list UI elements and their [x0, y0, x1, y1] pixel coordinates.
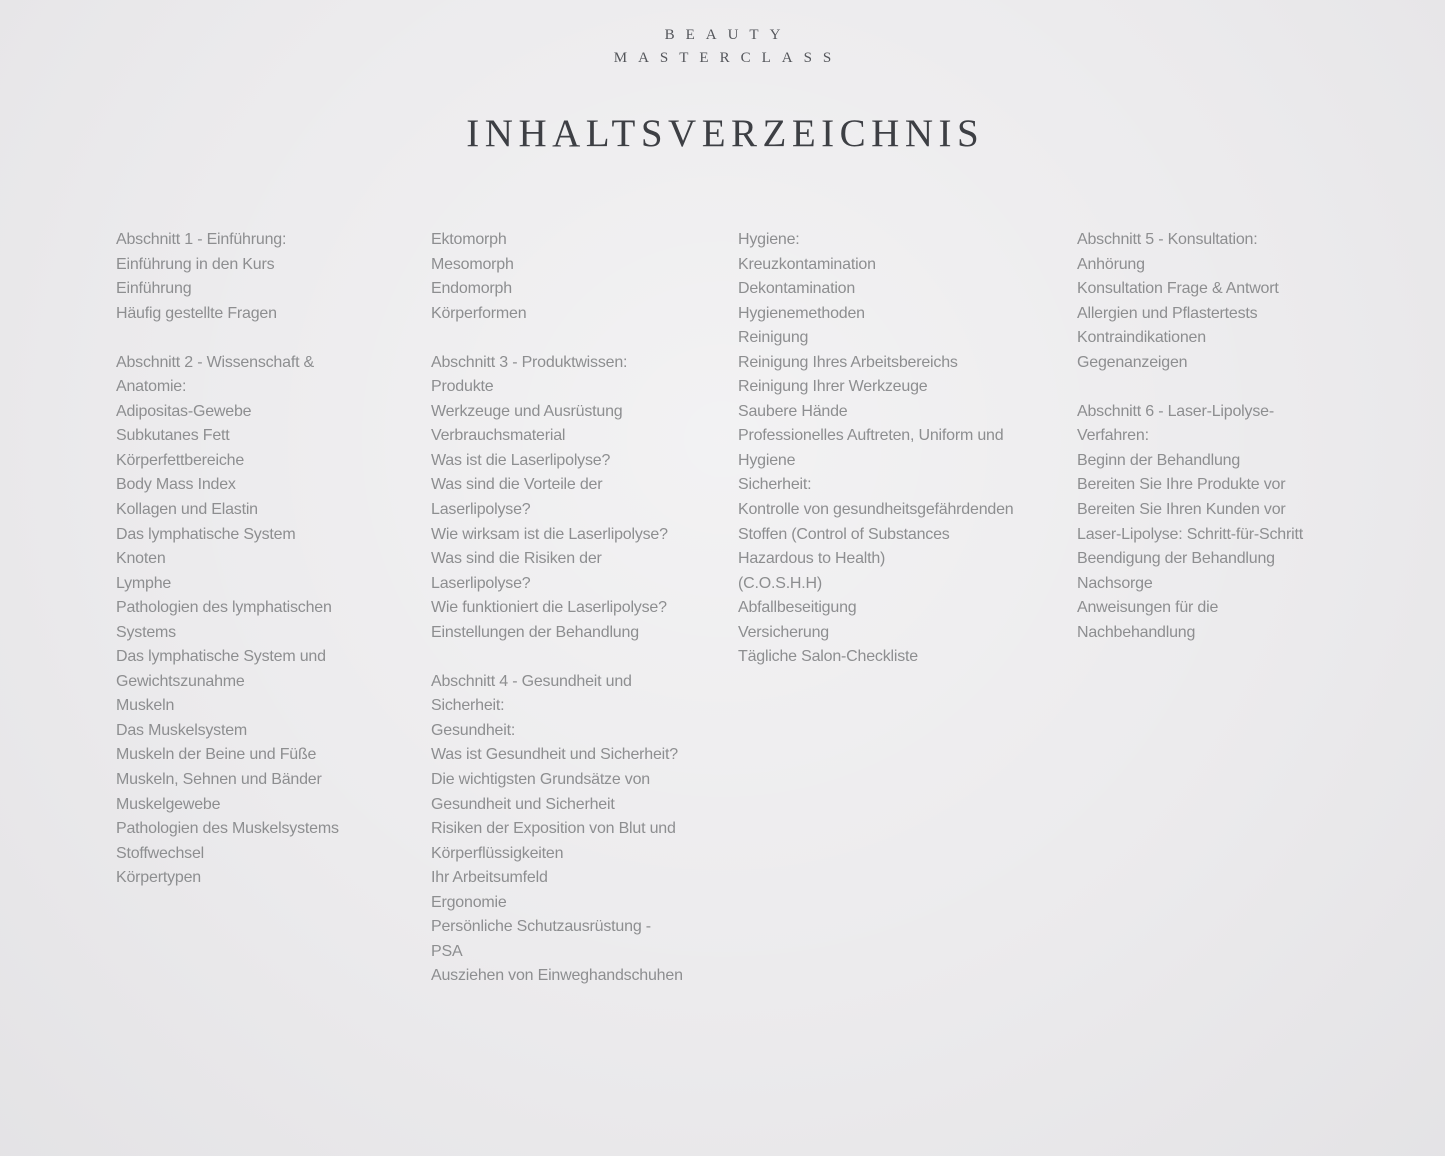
toc-line: Nachbehandlung [1077, 623, 1196, 641]
toc-line: Knoten [116, 550, 166, 568]
toc-line: Lymphe [116, 574, 172, 592]
toc-line: Risiken der Exposition von Blut und [431, 820, 676, 838]
toc-line: Anhörung [1077, 255, 1145, 273]
page-title: INHALTSVERZEICHNIS [466, 112, 985, 155]
toc-line: Einstellungen der Behandlung [431, 623, 639, 641]
toc-block [116, 351, 431, 891]
toc-line: Sicherheit: [431, 697, 505, 715]
toc-line: Hygienemethoden [738, 304, 865, 322]
toc-line: Abfallbeseitigung [738, 599, 857, 617]
toc-line: Anatomie: [116, 378, 187, 396]
toc-line: Nachsorge [1077, 574, 1153, 592]
toc-line: Stoffen (Control of Substances [738, 525, 950, 543]
toc-block [738, 228, 1077, 670]
toc-column-3 [738, 228, 1077, 694]
toc-line: Stoffwechsel [116, 844, 205, 862]
toc-line: Laserlipolyse? [431, 574, 531, 592]
toc-section-heading: Abschnitt 2 - Wissenschaft & [116, 353, 315, 371]
toc-line: Körperflüssigkeiten [431, 844, 564, 862]
toc-line: Ektomorph [431, 231, 507, 248]
toc-line: Saubere Hände [738, 402, 848, 420]
toc-line: Endomorph [431, 280, 512, 298]
brand-line-1: BEAUTY [664, 27, 792, 43]
toc-line: Kontraindikationen [1077, 329, 1206, 347]
toc-line: Körperfettbereiche [116, 451, 245, 469]
toc-block [431, 228, 738, 326]
toc-line: Sicherheit: [738, 476, 812, 494]
toc-line: Konsultation Frage & Antwort [1077, 280, 1279, 298]
toc-line: Ihr Arbeitsumfeld [431, 869, 548, 887]
toc-line: Gewichtszunahme [116, 672, 245, 690]
toc-section-heading: Abschnitt 6 - Laser-Lipolyse- [1077, 402, 1274, 420]
toc-line: Hygiene: [738, 231, 800, 248]
toc-line: Das lymphatische System und [116, 648, 326, 666]
brand-logo [0, 24, 1445, 70]
toc-line: Wie funktioniert die Laserlipolyse? [431, 599, 667, 617]
toc-line: Einführung in den Kurs [116, 255, 275, 273]
toc-line: Gegenanzeigen [1077, 353, 1188, 371]
toc-line: Laser-Lipolyse: Schritt-für-Schritt [1077, 525, 1303, 543]
toc-line: Reinigung Ihres Arbeitsbereichs [738, 353, 958, 371]
toc-line: Kreuzkontamination [738, 255, 876, 273]
toc-line: Verbrauchsmaterial [431, 427, 566, 445]
toc-line: Gesundheit und Sicherheit [431, 795, 615, 813]
toc-line: Bereiten Sie Ihre Produkte vor [1077, 476, 1286, 494]
toc-line: Allergien und Pflastertests [1077, 304, 1258, 322]
toc-line: Pathologien des lymphatischen [116, 599, 332, 617]
toc-block [116, 228, 431, 326]
toc-line: Was sind die Risiken der [431, 550, 602, 568]
toc-line: Die wichtigsten Grundsätze von [431, 771, 651, 789]
toc-line: Verfahren: [1077, 427, 1149, 445]
toc-line: Subkutanes Fett [116, 427, 230, 445]
toc-line: Laserlipolyse? [431, 501, 531, 519]
toc-line: Versicherung [738, 623, 829, 641]
toc-line: Reinigung Ihrer Werkzeuge [738, 378, 928, 396]
toc-section-heading: Abschnitt 5 - Konsultation: [1077, 231, 1258, 248]
toc-line: Werkzeuge und Ausrüstung [431, 402, 623, 420]
toc-line: Tägliche Salon-Checkliste [738, 648, 918, 666]
toc-line: Das Muskelsystem [116, 721, 248, 739]
toc-line: Persönliche Schutzausrüstung - [431, 918, 651, 936]
toc-line: Häufig gestellte Fragen [116, 304, 277, 322]
toc-line: Body Mass Index [116, 476, 236, 494]
toc-line: Produkte [431, 378, 494, 396]
toc-line: PSA [431, 942, 463, 960]
toc-section-heading: Abschnitt 1 - Einführung: [116, 231, 287, 248]
toc-line: (C.O.S.H.H) [738, 574, 823, 592]
toc-line: Gesundheit: [431, 721, 516, 739]
toc-block [1077, 400, 1427, 645]
toc-line: Kollagen und Elastin [116, 501, 258, 519]
toc-line: Ausziehen von Einweghandschuhen [431, 967, 683, 985]
toc-line: Das lymphatische System [116, 525, 296, 543]
toc-block [431, 351, 738, 646]
toc-line: Körperformen [431, 304, 527, 322]
toc-line: Wie wirksam ist die Laserlipolyse? [431, 525, 668, 543]
toc-line: Einführung [116, 280, 192, 298]
toc-line: Pathologien des Muskelsystems [116, 820, 339, 838]
toc-line: Ergonomie [431, 893, 507, 911]
toc-column-2 [431, 228, 738, 1014]
toc-block [431, 670, 738, 989]
brand-line-2: MASTERCLASS [613, 50, 843, 66]
toc-line: Systems [116, 623, 176, 641]
toc-line: Muskeln der Beine und Füße [116, 746, 317, 764]
toc-line: Hazardous to Health) [738, 550, 886, 568]
toc-line: Dekontamination [738, 280, 856, 298]
toc-line: Anweisungen für die [1077, 599, 1219, 617]
toc-line: Bereiten Sie Ihren Kunden vor [1077, 501, 1286, 519]
toc-line: Was ist Gesundheit und Sicherheit? [431, 746, 678, 764]
toc-line: Hygiene [738, 451, 796, 469]
toc-line: Muskeln [116, 697, 175, 715]
toc-line: Reinigung [738, 329, 809, 347]
toc-column-4 [1077, 228, 1427, 670]
toc-line: Körpertypen [116, 869, 201, 887]
toc-line: Adipositas-Gewebe [116, 402, 252, 420]
toc-line: Muskelgewebe [116, 795, 221, 813]
toc-line: Professionelles Auftreten, Uniform und [738, 427, 1004, 445]
toc-line: Beendigung der Behandlung [1077, 550, 1275, 568]
toc-column-1 [116, 228, 431, 915]
toc-line: Was sind die Vorteile der [431, 476, 603, 494]
toc-section-heading: Abschnitt 4 - Gesundheit und [431, 672, 632, 690]
toc-line: Was ist die Laserlipolyse? [431, 451, 611, 469]
toc-line: Kontrolle von gesundheitsgefährdenden [738, 501, 1014, 519]
toc-line: Beginn der Behandlung [1077, 451, 1241, 469]
toc-line: Muskeln, Sehnen und Bänder [116, 771, 322, 789]
toc-section-heading: Abschnitt 3 - Produktwissen: [431, 353, 628, 371]
toc-block [1077, 228, 1427, 375]
toc-line: Mesomorph [431, 255, 514, 273]
